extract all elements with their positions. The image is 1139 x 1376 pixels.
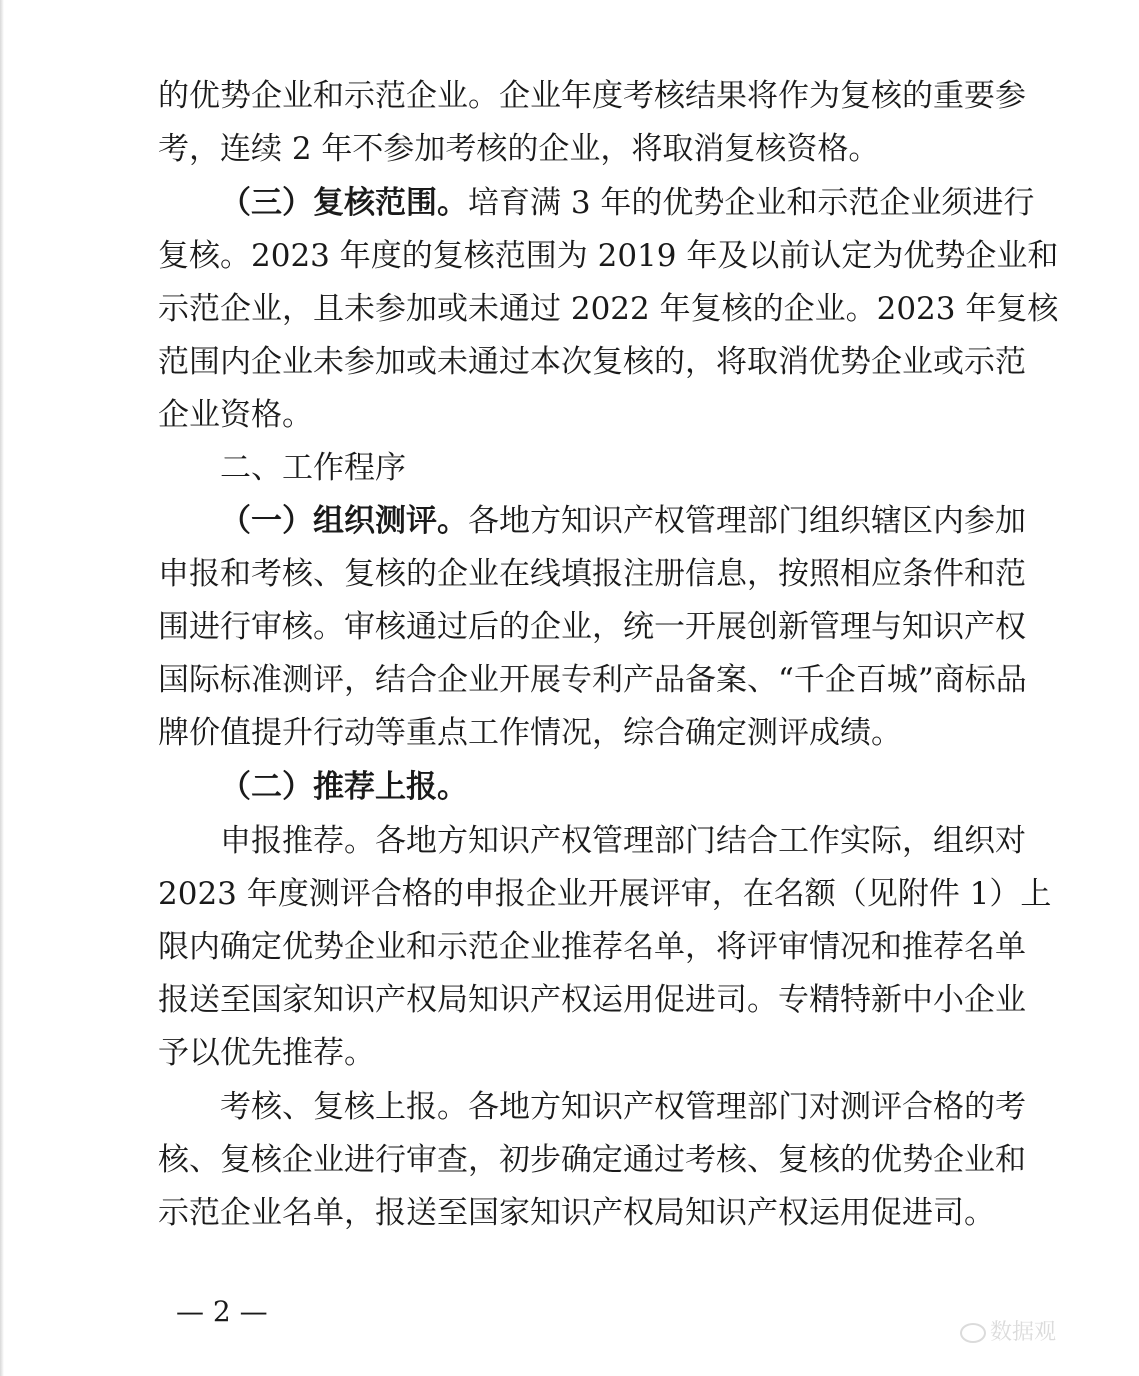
text-line: 牌价值提升行动等重点工作情况，综合确定测评成绩。: [158, 715, 902, 751]
paragraph-1-first-line: [220, 495, 1026, 547]
text-line: 限内确定优势企业和示范企业推荐名单，将评审情况和推荐名单: [158, 929, 1026, 965]
watermark: [960, 1318, 1110, 1348]
text-line: 报送至国家知识产权局知识产权运用促进司。专精特新中小企业: [158, 982, 1026, 1018]
paragraph-2-title: （二）推荐上报。: [220, 769, 468, 805]
text-line: 的优势企业和示范企业。企业年度考核结果将作为复核的重要参: [158, 78, 1026, 114]
page-number: — 2 —: [176, 1295, 268, 1328]
text-line: 2023 年度测评合格的申报企业开展评审，在名额（见附件 1）上: [158, 876, 1052, 912]
section-heading: 二、工作程序: [220, 450, 406, 486]
text-line: 范围内企业未参加或未通过本次复核的，将取消优势企业或示范: [158, 344, 1026, 380]
text-line: 考核、复核上报。各地方知识产权管理部门对测评合格的考: [220, 1089, 1026, 1125]
text-line: 围进行审核。审核通过后的企业，统一开展创新管理与知识产权: [158, 609, 1026, 645]
text-line: 核、复核企业进行审查，初步确定通过考核、复核的优势企业和: [158, 1142, 1026, 1178]
text-line: 示范企业名单，报送至国家知识产权局知识产权运用促进司。: [158, 1195, 995, 1231]
text-line: 予以优先推荐。: [158, 1035, 375, 1071]
watermark-text: 数据观: [990, 1320, 1057, 1345]
page-edge-shadow: [0, 0, 4, 1376]
text-line: 申报推荐。各地方知识产权管理部门结合工作实际，组织对: [220, 823, 1026, 859]
paragraph-3-text: 培育满 3 年的优势企业和示范企业须进行: [468, 185, 1035, 221]
paragraph-1-text: 各地方知识产权管理部门组织辖区内参加: [468, 503, 1026, 539]
paragraph-3-title: （三）复核范围。: [220, 185, 468, 221]
paragraph-1-title: （一）组织测评。: [220, 503, 468, 539]
text-line: 复核。2023 年度的复核范围为 2019 年及以前认定为优势企业和: [158, 238, 1059, 274]
text-line: 考，连续 2 年不参加考核的企业，将取消复核资格。: [158, 131, 880, 167]
text-line: 企业资格。: [158, 397, 313, 433]
text-line: 申报和考核、复核的企业在线填报注册信息，按照相应条件和范: [158, 556, 1026, 592]
paragraph-3-first-line: [220, 177, 1035, 229]
text-line: 国际标准测评，结合企业开展专利产品备案、“千企百城”商标品: [158, 662, 1027, 698]
watermark-logo-icon: [960, 1323, 986, 1343]
text-line: 示范企业，且未参加或未通过 2022 年复核的企业。2023 年复核: [158, 291, 1059, 327]
